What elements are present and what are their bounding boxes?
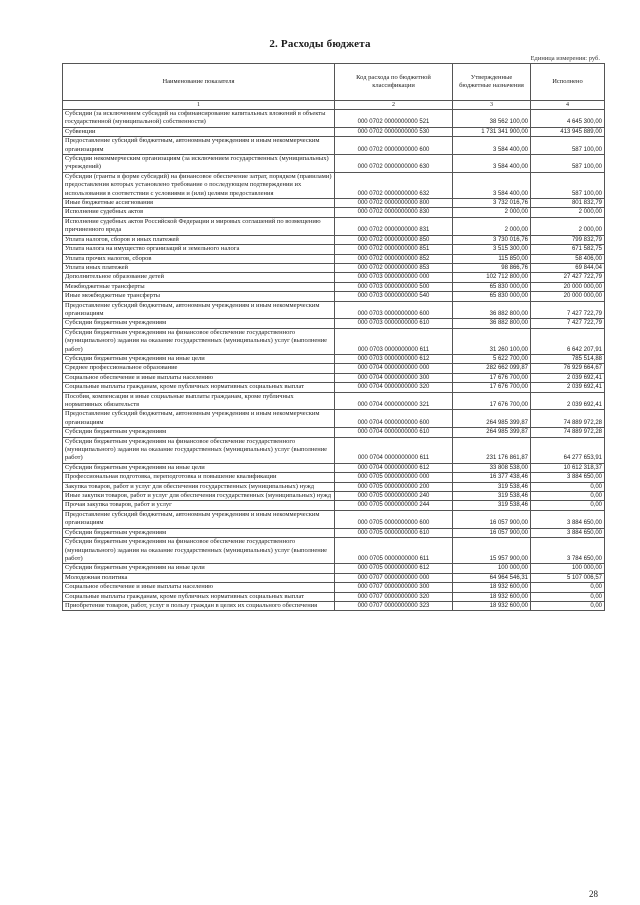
row-executed: 799 832,79 — [531, 235, 605, 244]
row-name: Среднее профессиональное образование — [63, 364, 335, 373]
table-row — [63, 463, 605, 472]
row-name: Социальные выплаты гражданам, кроме публичных нормативных социальных выплат — [63, 592, 335, 601]
row-approved: 18 932 600,00 — [453, 592, 531, 601]
table-row — [63, 437, 605, 463]
row-executed: 0,00 — [531, 601, 605, 610]
row-executed: 74 889 972,28 — [531, 410, 605, 428]
row-code: 000 0702 0000000000 852 — [335, 254, 453, 263]
row-approved: 3 584 400,00 — [453, 137, 531, 155]
row-approved: 65 830 000,00 — [453, 292, 531, 301]
row-code: 000 0703 0000000000 610 — [335, 319, 453, 328]
column-number: 1 — [63, 101, 335, 110]
table-row — [63, 328, 605, 354]
table-row — [63, 137, 605, 155]
row-executed: 2 039 692,41 — [531, 383, 605, 392]
row-name: Субсидии (за исключением субсидий на софинансирование капитальных вложений в объекты государственной (муниципальной) собственности) — [63, 110, 335, 128]
row-approved: 36 882 800,00 — [453, 319, 531, 328]
table-row — [63, 172, 605, 198]
row-name: Субсидии бюджетным учреждениям на иные цели — [63, 564, 335, 573]
row-name: Субсидии бюджетным учреждениям на иные цели — [63, 463, 335, 472]
column-number-row — [63, 101, 605, 110]
row-executed: 801 832,79 — [531, 199, 605, 208]
row-executed: 0,00 — [531, 492, 605, 501]
row-executed: 6 642 207,91 — [531, 328, 605, 354]
row-name: Субсидии бюджетным учреждениям — [63, 319, 335, 328]
row-code: 000 0703 0000000000 000 — [335, 273, 453, 282]
row-name: Предоставление субсидий бюджетным, автономным учреждениям и иным некоммерческим организациям — [63, 510, 335, 528]
row-code: 000 0702 0000000000 851 — [335, 245, 453, 254]
row-approved: 3 515 300,00 — [453, 245, 531, 254]
row-executed: 3 884 650,00 — [531, 510, 605, 528]
table-row — [63, 273, 605, 282]
row-approved: 2 000,00 — [453, 217, 531, 235]
row-executed: 3 784 650,00 — [531, 538, 605, 564]
table-row — [63, 364, 605, 373]
table-row — [63, 410, 605, 428]
row-code: 000 0703 0000000000 611 — [335, 328, 453, 354]
row-code: 000 0705 0000000000 610 — [335, 528, 453, 537]
row-name: Межбюджетные трансферты — [63, 282, 335, 291]
row-executed: 671 582,75 — [531, 245, 605, 254]
row-name: Уплата иных платежей — [63, 263, 335, 272]
row-code: 000 0702 0000000000 800 — [335, 199, 453, 208]
table-row — [63, 428, 605, 437]
row-code: 000 0702 0000000000 600 — [335, 137, 453, 155]
row-approved: 65 830 000,00 — [453, 282, 531, 291]
table-row — [63, 528, 605, 537]
page-number: 28 — [589, 889, 598, 899]
row-name: Молодежная политика — [63, 573, 335, 582]
row-code: 000 0704 0000000000 610 — [335, 428, 453, 437]
row-executed: 4 645 300,00 — [531, 110, 605, 128]
row-approved: 319 538,46 — [453, 501, 531, 510]
row-name: Исполнение судебных актов Российской Федерации и мировых соглашений по возмещению причиненного вреда — [63, 217, 335, 235]
row-executed: 587 100,00 — [531, 137, 605, 155]
table-row — [63, 473, 605, 482]
row-approved: 319 538,46 — [453, 482, 531, 491]
row-executed: 587 100,00 — [531, 172, 605, 198]
row-approved: 2 000,00 — [453, 208, 531, 217]
row-code: 000 0703 0000000000 600 — [335, 301, 453, 319]
row-approved: 15 957 900,00 — [453, 538, 531, 564]
row-name: Субсидии бюджетным учреждениям на иные цели — [63, 354, 335, 363]
row-code: 000 0702 0000000000 530 — [335, 127, 453, 136]
row-name: Иные межбюджетные трансферты — [63, 292, 335, 301]
row-name: Закупка товаров, работ и услуг для обеспечения государственных (муниципальных) нужд — [63, 482, 335, 491]
row-executed: 2 039 692,41 — [531, 392, 605, 410]
row-code: 000 0703 0000000000 612 — [335, 354, 453, 363]
table-row — [63, 263, 605, 272]
row-approved: 17 676 700,00 — [453, 392, 531, 410]
row-name: Уплата прочих налогов, сборов — [63, 254, 335, 263]
row-code: 000 0704 0000000000 300 — [335, 373, 453, 382]
row-name: Субсидии бюджетным учреждениям на финансовое обеспечение государственного (муниципального) задания на оказание государственных (муниципальных) услуг (выполнение работ) — [63, 437, 335, 463]
table-row — [63, 383, 605, 392]
table-row — [63, 601, 605, 610]
table-row — [63, 492, 605, 501]
row-code: 000 0702 0000000000 521 — [335, 110, 453, 128]
table-row — [63, 538, 605, 564]
row-executed: 27 427 722,79 — [531, 273, 605, 282]
table-row — [63, 254, 605, 263]
row-approved: 98 866,76 — [453, 263, 531, 272]
row-code: 000 0702 0000000000 831 — [335, 217, 453, 235]
row-name: Предоставление субсидий бюджетным, автономным учреждениям и иным некоммерческим организациям — [63, 410, 335, 428]
row-executed: 20 000 000,00 — [531, 282, 605, 291]
row-approved: 5 622 700,00 — [453, 354, 531, 363]
row-name: Субсидии бюджетным учреждениям на финансовое обеспечение государственного (муниципального) задания на оказание государственных (муниципальных) услуг (выполнение работ) — [63, 328, 335, 354]
row-name: Социальное обеспечение и иные выплаты населению — [63, 373, 335, 382]
row-approved: 319 538,46 — [453, 492, 531, 501]
row-approved: 264 985 399,87 — [453, 428, 531, 437]
row-name: Субсидии (гранты в форме субсидий) на финансовое обеспечение затрат, порядком (правилами) предоставления которых установлено требование о последующем подтверждении их использования в соответствии с условиями и (или) целями предоставления — [63, 172, 335, 198]
row-executed: 0,00 — [531, 583, 605, 592]
row-code: 000 0705 0000000000 611 — [335, 538, 453, 564]
table-row — [63, 245, 605, 254]
row-approved: 18 932 600,00 — [453, 583, 531, 592]
row-approved: 31 260 100,00 — [453, 328, 531, 354]
row-code: 000 0707 0000000000 300 — [335, 583, 453, 592]
row-code: 000 0702 0000000000 630 — [335, 155, 453, 173]
row-name: Уплата налогов, сборов и иных платежей — [63, 235, 335, 244]
row-code: 000 0707 0000000000 000 — [335, 573, 453, 582]
row-approved: 16 377 438,46 — [453, 473, 531, 482]
row-name: Пособия, компенсации и иные социальные выплаты гражданам, кроме публичных нормативных обязательств — [63, 392, 335, 410]
table-row — [63, 354, 605, 363]
column-number: 2 — [335, 101, 453, 110]
row-name: Субсидии бюджетным учреждениям — [63, 428, 335, 437]
table-header-row — [63, 64, 605, 101]
table-row — [63, 573, 605, 582]
table-row — [63, 373, 605, 382]
row-executed: 7 427 722,79 — [531, 301, 605, 319]
section-title: 2. Расходы бюджета — [269, 38, 371, 50]
table-row — [63, 592, 605, 601]
row-approved: 264 985 399,87 — [453, 410, 531, 428]
row-executed: 587 100,00 — [531, 155, 605, 173]
table-row — [63, 155, 605, 173]
table-row — [63, 199, 605, 208]
row-code: 000 0702 0000000000 853 — [335, 263, 453, 272]
row-code: 000 0707 0000000000 320 — [335, 592, 453, 601]
row-executed: 64 277 653,91 — [531, 437, 605, 463]
row-code: 000 0702 0000000000 850 — [335, 235, 453, 244]
row-code: 000 0702 0000000000 830 — [335, 208, 453, 217]
column-number: 4 — [531, 101, 605, 110]
row-approved: 100 000,00 — [453, 564, 531, 573]
row-code: 000 0703 0000000000 540 — [335, 292, 453, 301]
row-executed: 3 884 650,00 — [531, 528, 605, 537]
row-executed: 7 427 722,79 — [531, 319, 605, 328]
table-row — [63, 564, 605, 573]
table-row — [63, 392, 605, 410]
row-name: Субсидии бюджетным учреждениям — [63, 528, 335, 537]
table-row — [63, 482, 605, 491]
header-expense-code: Код расхода по бюджетной классификации — [335, 64, 453, 101]
row-executed: 0,00 — [531, 501, 605, 510]
table-row — [63, 292, 605, 301]
row-approved: 16 057 900,00 — [453, 510, 531, 528]
row-approved: 115 850,00 — [453, 254, 531, 263]
row-code: 000 0705 0000000000 612 — [335, 564, 453, 573]
row-executed: 413 945 889,00 — [531, 127, 605, 136]
row-code: 000 0705 0000000000 240 — [335, 492, 453, 501]
table-row — [63, 301, 605, 319]
unit-note: Единица измерения: руб. — [530, 55, 600, 62]
row-approved: 17 676 700,00 — [453, 373, 531, 382]
row-name: Приобретение товаров, работ, услуг в пользу граждан в целях их социального обеспечения — [63, 601, 335, 610]
table-row — [63, 208, 605, 217]
row-name: Профессиональная подготовка, переподготовка и повышение квалификации — [63, 473, 335, 482]
row-name: Прочая закупка товаров, работ и услуг — [63, 501, 335, 510]
row-code: 000 0704 0000000000 000 — [335, 364, 453, 373]
row-approved: 36 882 800,00 — [453, 301, 531, 319]
table-row — [63, 110, 605, 128]
row-executed: 2 000,00 — [531, 208, 605, 217]
row-code: 000 0705 0000000000 600 — [335, 510, 453, 528]
row-name: Социальное обеспечение и иные выплаты населению — [63, 583, 335, 592]
row-code: 000 0704 0000000000 600 — [335, 410, 453, 428]
row-approved: 3 730 016,76 — [453, 235, 531, 244]
row-code: 000 0704 0000000000 320 — [335, 383, 453, 392]
row-name: Предоставление субсидий бюджетным, автономным учреждениям и иным некоммерческим организациям — [63, 137, 335, 155]
row-approved: 64 964 546,31 — [453, 573, 531, 582]
header-approved: Утвержденные бюджетные назначения — [453, 64, 531, 101]
header-executed: Исполнено — [531, 64, 605, 101]
row-executed: 785 514,88 — [531, 354, 605, 363]
row-code: 000 0704 0000000000 612 — [335, 463, 453, 472]
row-approved: 38 562 100,00 — [453, 110, 531, 128]
row-executed: 58 406,00 — [531, 254, 605, 263]
row-executed: 74 889 972,28 — [531, 428, 605, 437]
row-approved: 1 731 341 900,00 — [453, 127, 531, 136]
row-executed: 10 612 318,37 — [531, 463, 605, 472]
table-row — [63, 583, 605, 592]
row-approved: 282 662 099,87 — [453, 364, 531, 373]
row-executed: 76 929 664,67 — [531, 364, 605, 373]
row-code: 000 0703 0000000000 500 — [335, 282, 453, 291]
row-code: 000 0705 0000000000 244 — [335, 501, 453, 510]
table-row — [63, 282, 605, 291]
row-code: 000 0705 0000000000 000 — [335, 473, 453, 482]
row-executed: 100 000,00 — [531, 564, 605, 573]
row-name: Исполнение судебных актов — [63, 208, 335, 217]
row-name: Уплата налога на имущество организаций и земельного налога — [63, 245, 335, 254]
table-row — [63, 319, 605, 328]
row-approved: 3 584 400,00 — [453, 155, 531, 173]
table-row — [63, 510, 605, 528]
row-executed: 0,00 — [531, 592, 605, 601]
row-approved: 33 808 538,00 — [453, 463, 531, 472]
row-name: Предоставление субсидий бюджетным, автономным учреждениям и иным некоммерческим организациям — [63, 301, 335, 319]
row-approved: 3 732 016,76 — [453, 199, 531, 208]
row-executed: 0,00 — [531, 482, 605, 491]
row-name: Субсидии некоммерческим организациям (за исключением государственных (муниципальных) учреждений) — [63, 155, 335, 173]
row-approved: 3 584 400,00 — [453, 172, 531, 198]
table-row — [63, 217, 605, 235]
row-executed: 5 107 006,57 — [531, 573, 605, 582]
row-name: Иные закупки товаров, работ и услуг для обеспечения государственных (муниципальных) нужд — [63, 492, 335, 501]
row-approved: 17 676 700,00 — [453, 383, 531, 392]
table-body — [63, 110, 605, 611]
row-name: Субвенции — [63, 127, 335, 136]
row-approved: 231 176 861,87 — [453, 437, 531, 463]
row-executed: 69 844,04 — [531, 263, 605, 272]
row-executed: 20 000 000,00 — [531, 292, 605, 301]
table-row — [63, 127, 605, 136]
row-name: Дополнительное образование детей — [63, 273, 335, 282]
row-code: 000 0704 0000000000 321 — [335, 392, 453, 410]
row-name: Субсидии бюджетным учреждениям на финансовое обеспечение государственного (муниципального) задания на оказание государственных (муниципальных) услуг (выполнение работ) — [63, 538, 335, 564]
row-executed: 2 000,00 — [531, 217, 605, 235]
column-number: 3 — [453, 101, 531, 110]
expenses-table — [62, 63, 605, 611]
row-code: 000 0707 0000000000 323 — [335, 601, 453, 610]
row-code: 000 0704 0000000000 611 — [335, 437, 453, 463]
header-indicator-name: Наименование показателя — [63, 64, 335, 101]
row-executed: 2 039 692,41 — [531, 373, 605, 382]
row-code: 000 0702 0000000000 632 — [335, 172, 453, 198]
row-approved: 18 932 600,00 — [453, 601, 531, 610]
table-row — [63, 501, 605, 510]
table-row — [63, 235, 605, 244]
row-name: Социальные выплаты гражданам, кроме публичных нормативных социальных выплат — [63, 383, 335, 392]
row-name: Иные бюджетные ассигнования — [63, 199, 335, 208]
row-approved: 16 057 900,00 — [453, 528, 531, 537]
row-executed: 3 884 650,00 — [531, 473, 605, 482]
row-approved: 102 712 800,00 — [453, 273, 531, 282]
row-code: 000 0705 0000000000 200 — [335, 482, 453, 491]
